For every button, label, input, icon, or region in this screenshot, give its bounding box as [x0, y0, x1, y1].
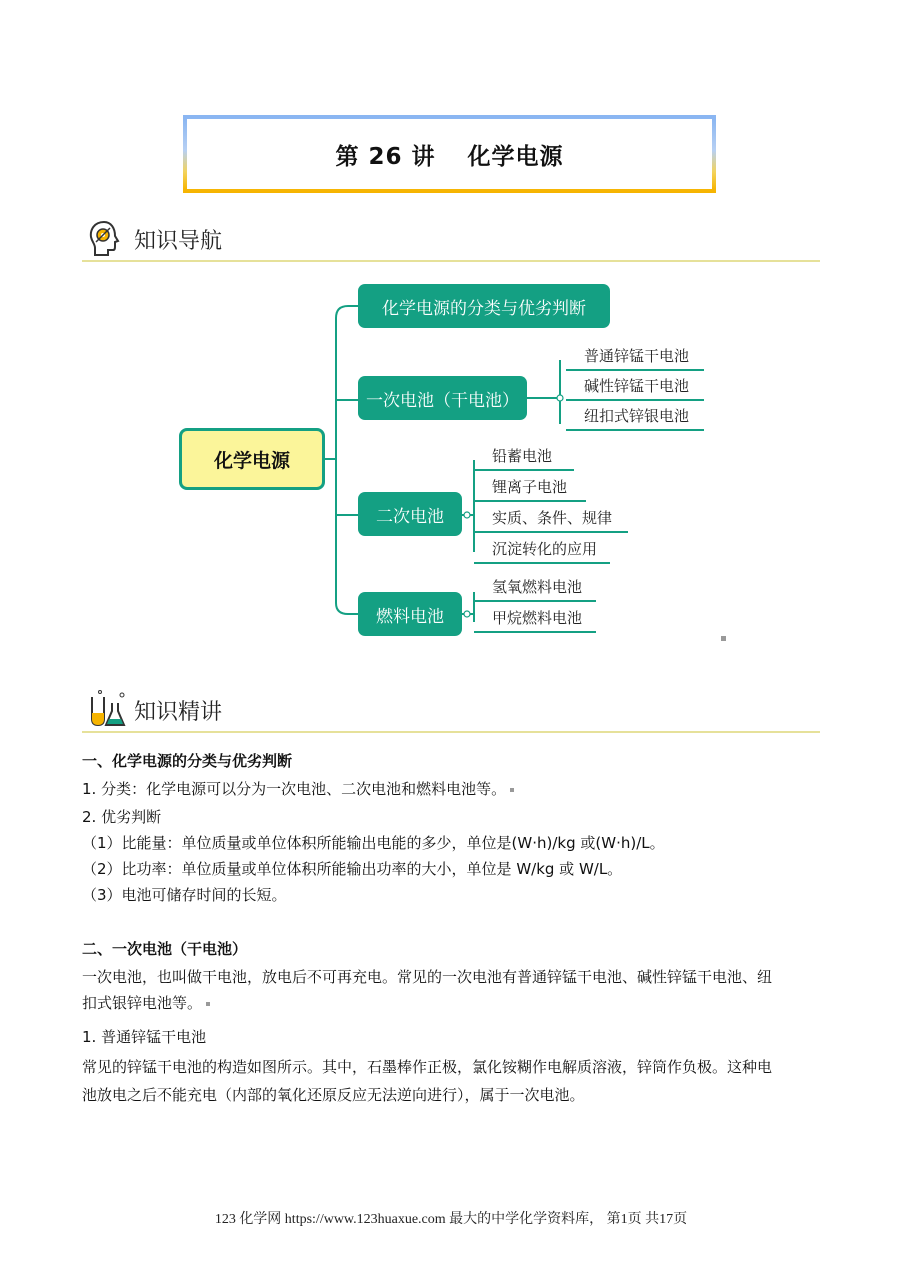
section1-heading: 一、化学电源的分类与优劣判断	[82, 752, 293, 770]
section2-heading: 二、一次电池（干电池）	[82, 940, 248, 958]
mindmap-root: 化学电源	[179, 428, 325, 490]
mindmap-branch-classification: 化学电源的分类与优劣判断	[358, 284, 610, 328]
section2-desc-line2: 池放电之后不能充电（内部的氧化还原反应无法逆向进行），属于一次电池。	[82, 1086, 585, 1104]
section2-intro-line2	[82, 990, 822, 1016]
page-footer: 123 化学网 https://www.123huaxue.com 最大的中学化学资料库， 第1页 共17页	[214, 1212, 688, 1227]
section1-item: （2）比功率：单位质量或单位体积所能输出功率的大小，单位是 W/kg 或 W/L。	[82, 860, 623, 878]
section2-subtitle: 1. 普通锌锰干电池	[82, 1028, 207, 1046]
mindmap-branch-secondary-battery: 二次电池	[358, 492, 462, 536]
section2-intro-line1: 一次电池，也叫做干电池，放电后不可再充电。常见的一次电池有普通锌锰干电池、碱性锌锰干电池、纽	[82, 968, 773, 986]
section1-classify	[82, 776, 822, 802]
mindmap-leaf: 实质、条件、规律	[474, 507, 628, 533]
edit-mark	[510, 788, 514, 792]
section2-desc-line1: 常见的锌锰干电池的构造如图所示。其中，石墨棒作正极，氯化铵糊作电解质溶液，锌筒作负极。这种电	[82, 1058, 773, 1076]
mindmap-branch-primary-battery: 一次电池（干电池）	[358, 376, 527, 420]
section1-item: （3）电池可储存时间的长短。	[82, 886, 287, 904]
mindmap-leaf: 碱性锌锰干电池	[566, 375, 704, 401]
lecture-section-title: 知识精讲	[134, 700, 223, 725]
section1-item: （1）比能量：单位质量或单位体积所能输出电能的多少，单位是(W·h)/kg 或(W·h)/L。	[82, 834, 665, 852]
edit-mark	[206, 1002, 210, 1006]
section1-judge-title: 2. 优劣判断	[82, 808, 162, 826]
mindmap-leaf: 铅蓄电池	[474, 445, 574, 471]
lesson-topic: 化学电源	[467, 143, 564, 170]
mindmap-leaf: 甲烷燃料电池	[474, 607, 596, 633]
mindmap-leaf: 沉淀转化的应用	[474, 538, 610, 564]
mindmap-branch-fuel-cell: 燃料电池	[358, 592, 462, 636]
mindmap-leaf: 普通锌锰干电池	[566, 345, 704, 371]
mindmap-leaf: 纽扣式锌银电池	[566, 405, 704, 431]
mindmap-leaf: 锂离子电池	[474, 476, 586, 502]
mindmap-leaf: 氢氧燃料电池	[474, 576, 596, 602]
nav-section-title: 知识导航	[134, 229, 223, 254]
classify-text: 1. 分类：化学电源可以分为一次电池、二次电池和燃料电池等。	[82, 780, 507, 798]
lecture-section-header	[82, 685, 820, 733]
intro-line2-text: 扣式银锌电池等。	[82, 994, 203, 1012]
lesson-number: 第 26 讲	[335, 143, 436, 170]
lab-flask-icon	[86, 689, 126, 729]
